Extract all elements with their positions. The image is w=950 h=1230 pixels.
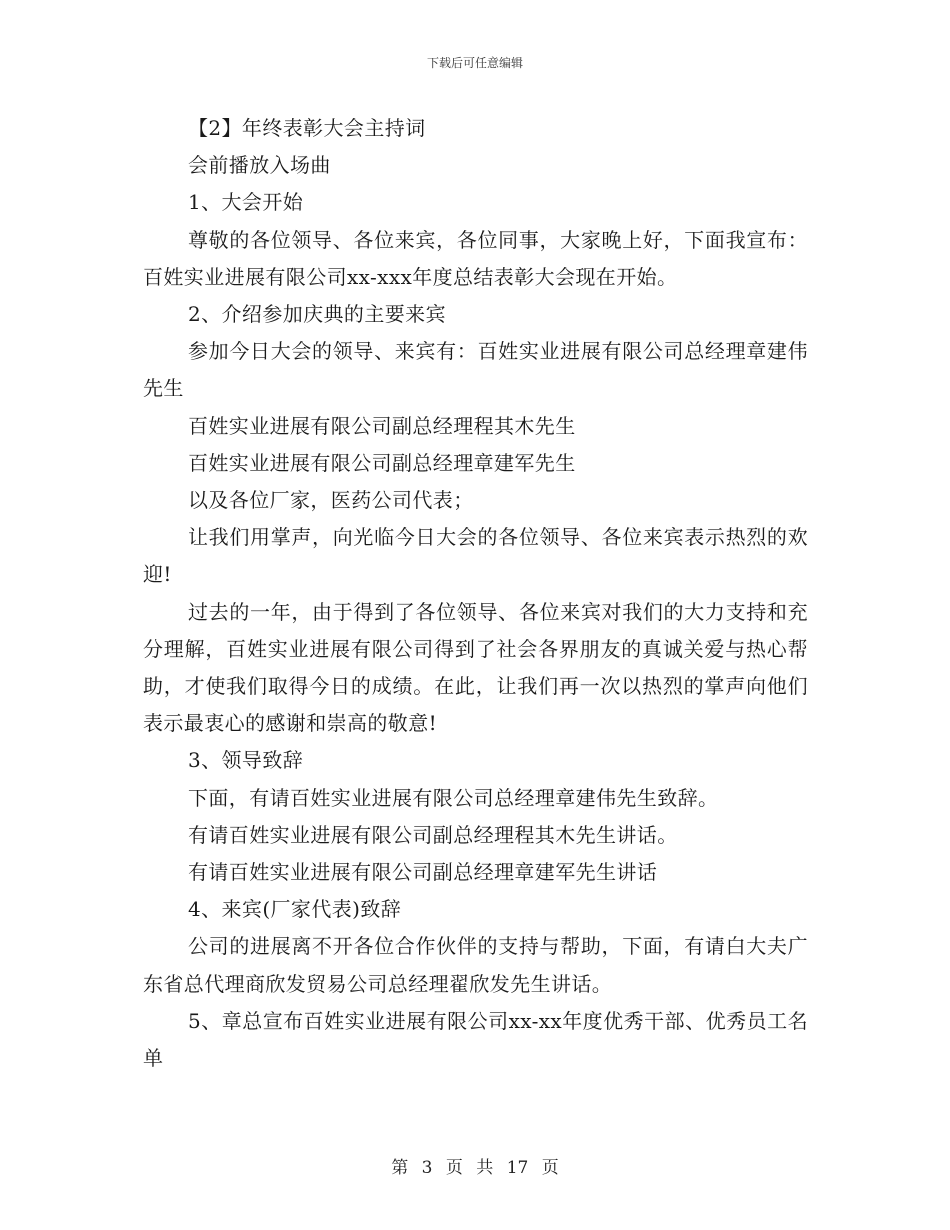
paragraph: 会前播放入场曲 [188,153,331,178]
paragraph: 让我们用掌声，向光临今日大会的各位领导、各位来宾表示热烈的欢迎! [143,525,808,587]
section-heading: 4、来宾(厂家代表)致辞 [188,897,402,922]
paragraph: 过去的一年，由于得到了各位领导、各位来宾对我们的大力支持和充分理解，百姓实业进展有限公司得到了社会各界朋友的真诚关爱与热心帮助，才使我们取得今日的成绩。在此，让我们再一次以热烈的掌声向他们表示最衷心的感谢和崇高的敬意! [143,599,808,736]
section-title: 【2】年终表彰大会主持词 [188,116,426,140]
section-heading: 3、领导致辞 [188,748,304,773]
page-number: 第 3 页 共 17 页 [391,1158,559,1178]
paragraph: 尊敬的各位领导、各位来宾，各位同事，大家晚上好，下面我宣布：百姓实业进展有限公司xx-xxx年度总结表彰大会现在开始。 [143,227,808,289]
paragraph: 以及各位厂家，医药公司代表； [188,488,474,513]
paragraph: 有请百姓实业进展有限公司副总经理章建军先生讲话 [188,860,658,885]
paragraph: 参加今日大会的领导、来宾有：百姓实业进展有限公司总经理章建伟先生 [143,339,808,401]
paragraph: 百姓实业进展有限公司副总经理章建军先生 [188,450,576,475]
section-heading: 2、介绍参加庆典的主要来宾 [188,302,446,327]
paragraph: 百姓实业进展有限公司副总经理程其木先生 [188,413,576,438]
page-header-note: 下载后可任意编辑 [426,56,523,70]
paragraph: 下面，有请百姓实业进展有限公司总经理章建伟先生致辞。 [188,785,719,810]
paragraph: 有请百姓实业进展有限公司副总经理程其木先生讲话。 [188,822,678,847]
document-body [143,110,808,1077]
section-heading: 1、大会开始 [188,190,304,215]
paragraph: 公司的进展离不开各位合作伙伴的支持与帮助，下面，有请白大夫广东省总代理商欣发贸易公司总经理翟欣发先生讲话。 [143,934,808,996]
section-heading: 5、章总宣布百姓实业进展有限公司xx-xx年度优秀干部、优秀员工名单 [143,1008,808,1071]
